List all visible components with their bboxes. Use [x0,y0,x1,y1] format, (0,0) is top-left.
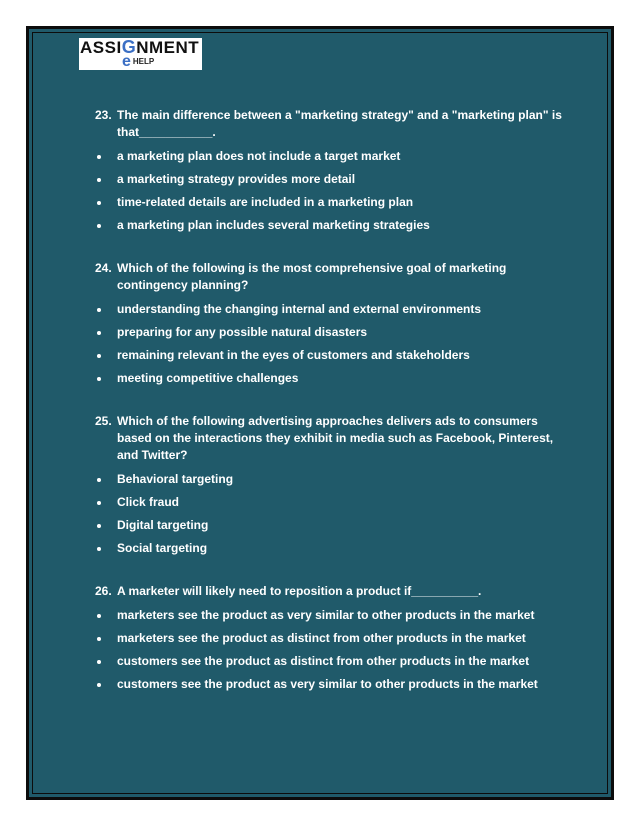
option-text: preparing for any possible natural disasters [117,325,368,339]
bullet-icon [97,155,101,159]
option-text: a marketing plan does not include a target market [117,149,401,163]
bullet-icon [97,660,101,664]
question-number: 26. [95,584,112,598]
bullet-icon [97,524,101,528]
option-text: customers see the product as distinct from other products in the market [117,654,530,668]
bullet-icon [97,308,101,312]
option-text: a marketing strategy provides more detail [117,172,356,186]
logo-help-text: HELP [132,57,155,66]
bullet-icon [97,501,101,505]
option-text: marketers see the product as very similar to other products in the market [117,608,535,622]
option-text: customers see the product as very similar to other products in the market [117,677,538,691]
option-item [95,370,575,386]
logo-text-end: NMENT [136,38,200,57]
option-item [95,540,575,556]
question-text [95,413,575,464]
document-page [26,26,614,800]
option-text: a marketing plan includes several marketing strategies [117,218,430,232]
option-text: Social targeting [117,541,208,555]
option-text: remaining relevant in the eyes of customers and stakeholders [117,348,470,362]
question-stem: Which of the following is the most comprehensive goal of marketing contingency planning? [117,261,507,292]
option-item [95,217,575,233]
bullet-icon [97,354,101,358]
option-list [95,471,575,556]
question-stem: The main difference between a "marketing strategy" and a "marketing plan" is that___________. [117,108,562,139]
option-item [95,301,575,317]
bullet-icon [97,683,101,687]
option-item [95,471,575,487]
question-list [95,107,575,692]
option-item [95,494,575,510]
question-26 [95,583,575,692]
question-stem: A marketer will likely need to reposition a product if__________. [117,584,482,598]
option-item [95,347,575,363]
bullet-icon [97,331,101,335]
logo-subline [122,54,154,70]
option-list [95,148,575,233]
assignment-help-logo [79,38,202,70]
question-25 [95,413,575,556]
option-item [95,194,575,210]
question-number: 24. [95,261,112,275]
option-text: Digital targeting [117,518,209,532]
question-spacer [95,233,575,260]
option-item [95,630,575,646]
question-24 [95,260,575,386]
option-text: time-related details are included in a marketing plan [117,195,414,209]
bullet-icon [97,547,101,551]
option-text: meeting competitive challenges [117,371,299,385]
bullet-icon [97,637,101,641]
logo-text-start: ASSI [80,38,122,57]
question-text [95,583,575,600]
bullet-icon [97,377,101,381]
option-item [95,607,575,623]
bullet-icon [97,478,101,482]
option-text: Behavioral targeting [117,472,234,486]
bullet-icon [97,178,101,182]
bullet-icon [97,224,101,228]
question-23 [95,107,575,233]
option-item [95,324,575,340]
option-item [95,171,575,187]
option-list [95,301,575,386]
option-item [95,148,575,164]
option-text: marketers see the product as distinct from other products in the market [117,631,526,645]
logo-letter-g: G [121,37,137,57]
question-text [95,107,575,141]
question-spacer [95,386,575,413]
question-number: 25. [95,414,112,428]
question-stem: Which of the following advertising approaches delivers ads to consumers based on the interactions they exhibit in media such as Facebook, Pinterest, and Twitter? [117,414,554,462]
question-text [95,260,575,294]
option-item [95,653,575,669]
option-item [95,517,575,533]
question-number: 23. [95,108,112,122]
logo-letter-e: e [122,53,131,70]
option-item [95,676,575,692]
option-text: Click fraud [117,495,180,509]
bullet-icon [97,614,101,618]
option-text: understanding the changing internal and external environments [117,302,482,316]
question-spacer [95,556,575,583]
bullet-icon [97,201,101,205]
option-list [95,607,575,692]
